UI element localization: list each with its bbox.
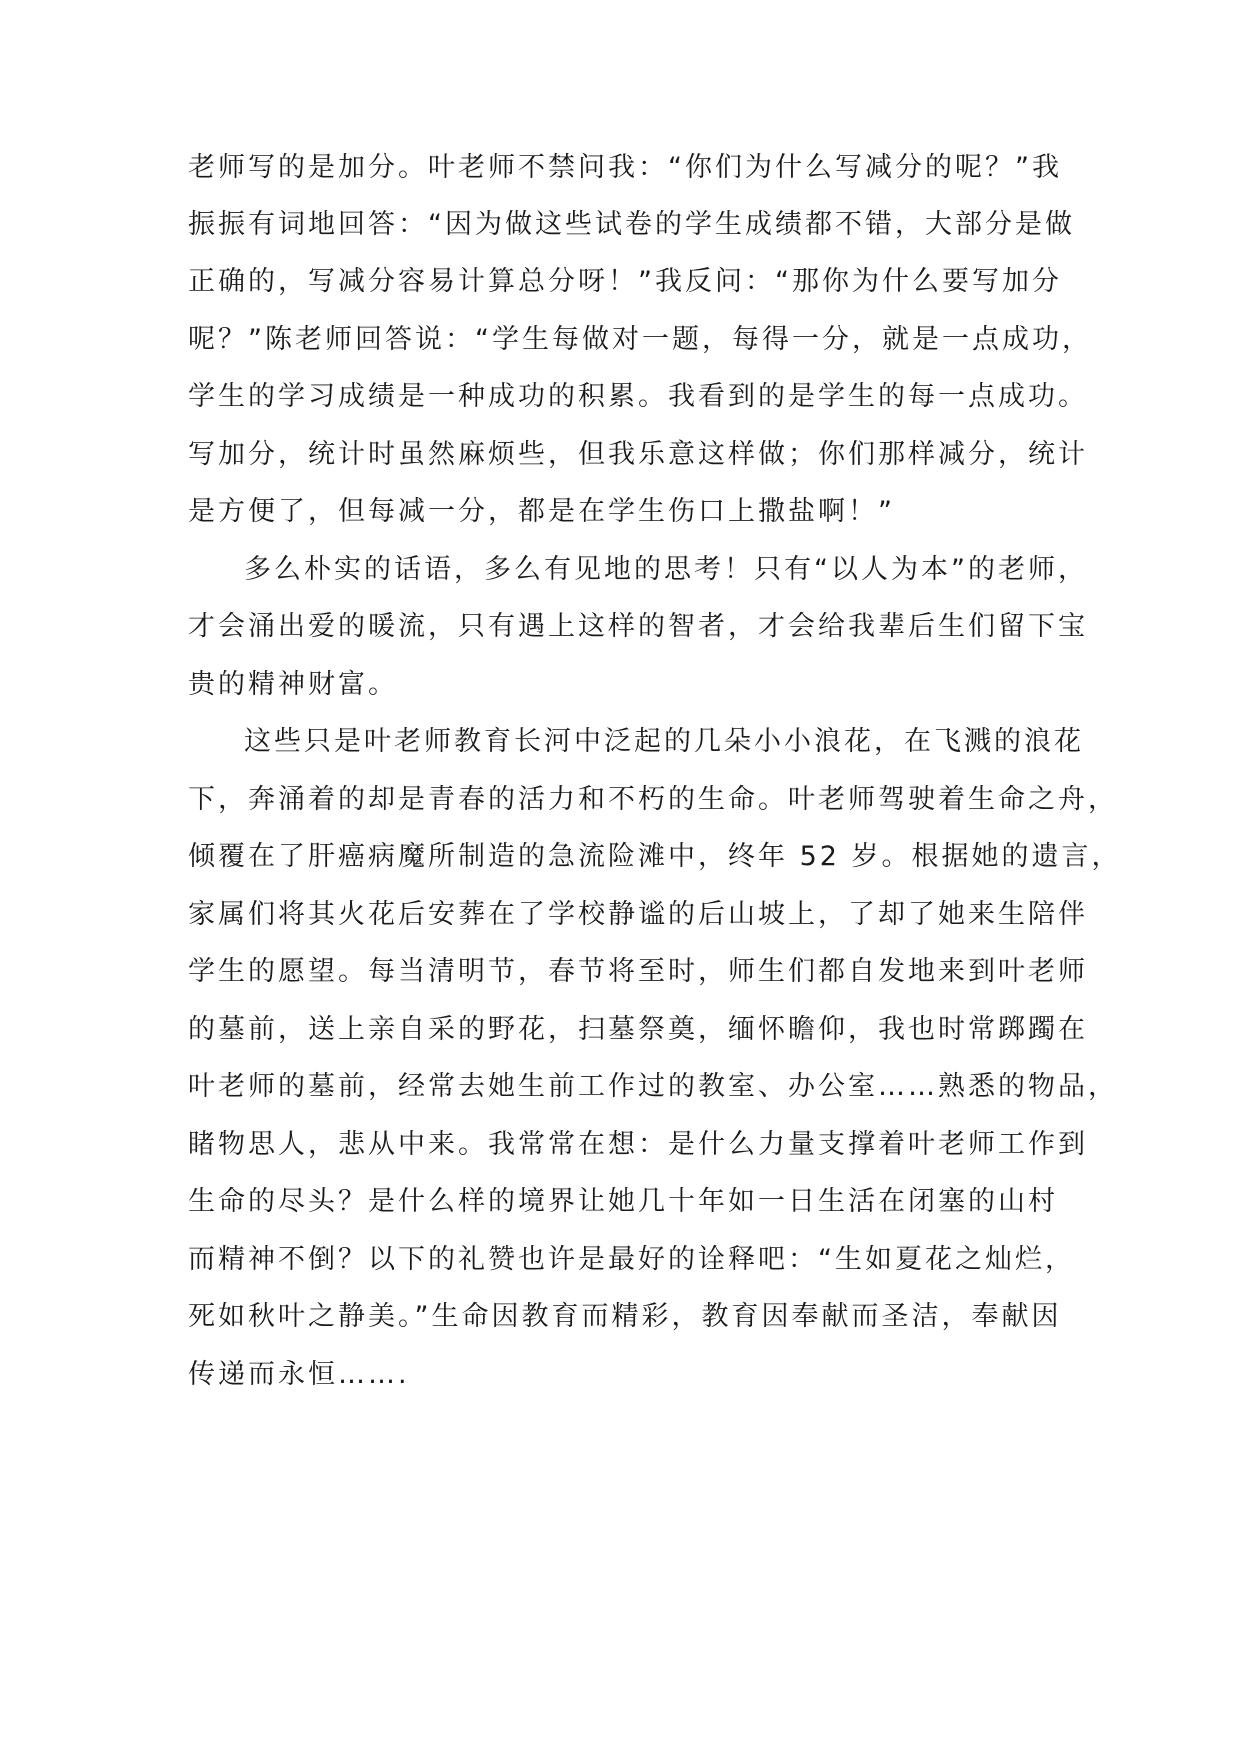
text-line: 而精神不倒？以下的礼赞也许是最好的诠释吧：“生如夏花之灿烂， xyxy=(188,1244,1075,1275)
text-line: 正确的，写减分容易计算总分呀！”我反问：“那你为什么要写加分 xyxy=(188,266,1062,297)
text-line: 睹物思人，悲从中来。我常常在想：是什么力量支撑着叶老师工作到 xyxy=(188,1129,1088,1160)
paragraph-first-line: 这些只是叶老师教育长河中泛起的几朵小小浪花，在飞溅的浪花 xyxy=(244,726,1084,757)
text-line: 学生的学习成绩是一种成功的积累。我看到的是学生的每一点成功。 xyxy=(188,381,1088,412)
paragraph-first-line: 多么朴实的话语，多么有见地的思考！只有“以人为本”的老师， xyxy=(244,554,1088,585)
text-line: 传递而永恒……. xyxy=(188,1359,410,1390)
text-line: 下，奔涌着的却是青春的活力和不朽的生命。叶老师驾驶着生命之舟， xyxy=(188,784,1118,815)
text-line: 老师写的是加分。叶老师不禁问我：“你们为什么写减分的呢？”我 xyxy=(188,152,1062,183)
text-line: 叶老师的墓前，经常去她生前工作过的教室、办公室……熟悉的物品， xyxy=(188,1071,1118,1102)
text-line: 学生的愿望。每当清明节，春节将至时，师生们都自发地来到叶老师 xyxy=(188,956,1088,987)
text-line: 的墓前，送上亲自采的野花，扫墓祭奠，缅怀瞻仰，我也时常踯躅在 xyxy=(188,1014,1088,1045)
text-line: 倾覆在了肝癌病魔所制造的急流险滩中，终年 52 岁。根据她的遗言， xyxy=(188,841,1122,872)
text-line: 呢？”陈老师回答说：“学生每做对一题，每得一分，就是一点成功， xyxy=(188,324,1092,355)
text-line: 家属们将其火花后安葬在了学校静谧的后山坡上，了却了她来生陪伴 xyxy=(188,899,1088,930)
text-line: 生命的尽头？是什么样的境界让她几十年如一日生活在闭塞的山村 xyxy=(188,1186,1058,1217)
text-line: 是方便了，但每减一分，都是在学生伤口上撒盐啊！” xyxy=(188,496,895,527)
text-line: 才会涌出爱的暖流，只有遇上这样的智者，才会给我辈后生们留下宝 xyxy=(188,611,1088,642)
text-line: 写加分，统计时虽然麻烦些，但我乐意这样做；你们那样减分，统计 xyxy=(188,439,1088,470)
text-line: 贵的精神财富。 xyxy=(188,669,398,700)
text-line: 振振有词地回答：“因为做这些试卷的学生成绩都不错，大部分是做 xyxy=(188,209,1075,240)
text-line: 死如秋叶之静美。”生命因教育而精彩，教育因奉献而圣洁，奉献因 xyxy=(188,1301,1062,1332)
